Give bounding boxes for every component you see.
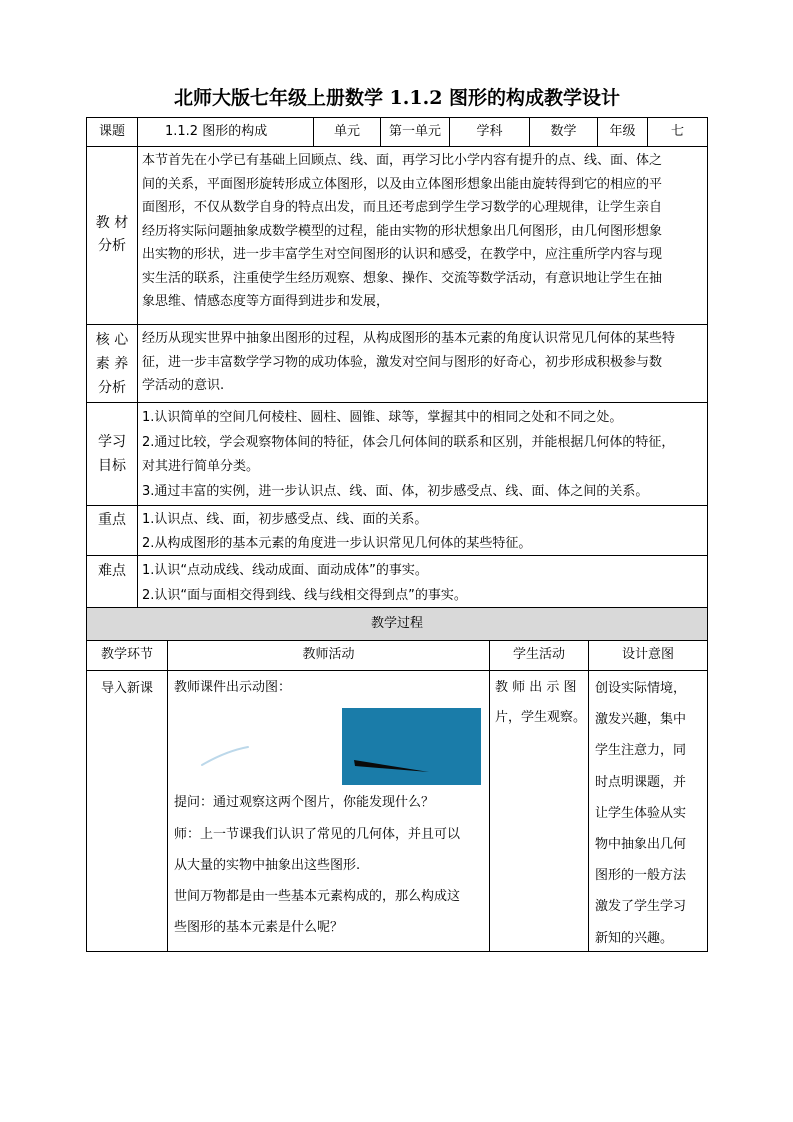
intent-line: 新知的兴趣。 (595, 930, 674, 946)
key-points-label: 重点 (98, 512, 126, 528)
design-intent (595, 673, 705, 954)
intent-line: 学生注意力，同 (595, 743, 687, 759)
material-line: 面图形，不仅从数学自身的特点出发，而且还考虑到学生学习数学的心理规律，让学生亲自 (142, 200, 663, 215)
core-line: 学活动的意识. (142, 378, 225, 393)
material-line: 本节首先在小学已有基础上回顾点、线、面，再学习比小学内容有提升的点、线、面、体之 (142, 153, 663, 168)
teacher-line: 从大量的实物中抽象出这些图形. (174, 858, 361, 873)
animated-line-image (190, 707, 320, 777)
subject-label: 学科 (476, 124, 503, 139)
intro-stage: 导入新课 (100, 681, 153, 696)
teacher-line: 师：上一节课我们认识了常见的几何体，并且可以 (174, 827, 461, 842)
material-line: 间的关系，平面图形旋转形成立体图形，以及由立体图形想象出能由旋转得到它的相应的平 (142, 176, 663, 192)
intent-line: 时点明课题，并 (595, 774, 687, 790)
col-student-header: 学生活动 (512, 647, 565, 662)
material-line: 出实物的形状，进一步丰富学生对空间图形的认识和感受，在教学中，应注重所学内容与现 (142, 247, 663, 262)
material-line: 实生活的联系，注重使学生经历观察、想象、操作、交流等数学活动，有意识地让学生在抽 (142, 270, 663, 286)
col-stage-header: 教学环节 (100, 647, 153, 662)
intent-line: 物中抽象出几何 (595, 837, 687, 853)
grade-label: 年级 (609, 124, 636, 139)
objective-item: 2.通过比较，学会观察物体间的特征，体会几何体间的联系和区别，并能根据几何体的特征， (142, 434, 675, 450)
objective-item: 3.通过丰富的实例，进一步认识点、线、面、体，初步感受点、线、面、体之间的关系。 (142, 483, 649, 499)
material-line: 象思维、情感态度等方面得到进步和发展， (142, 294, 390, 309)
teacher-line: 些图形的基本元素是什么呢？ (174, 920, 344, 935)
topic-value: 1.1.2 图形的构成 (165, 124, 268, 139)
objective-item: 1.认识简单的空间几何棱柱、圆柱、圆锥、球等，掌握其中的相同之处和不同之处。 (142, 410, 623, 425)
material-analysis-text (142, 149, 704, 314)
teacher-prompt: 教师课件出示动图： (174, 680, 292, 695)
grade-value: 七 (670, 124, 684, 139)
col-teacher-header: 教师活动 (302, 647, 355, 662)
intent-line: 激发兴趣，集中 (595, 712, 687, 728)
material-line: 经历将实际问题抽象成数学模型的过程，能由实物的形状想象出几何图形，由几何图形想象 (142, 223, 663, 239)
teacher-line: 世间万物都是由一些基本元素构成的，那么构成这 (174, 889, 461, 904)
unit-value: 第一单元 (388, 124, 441, 139)
objective-item: 对其进行简单分类。 (142, 459, 260, 474)
document-title: 北师大版七年级上册数学 1.1.2 图形的构成教学设计 (173, 87, 621, 109)
intent-line: 图形的一般方法 (595, 868, 687, 884)
difficulties-label: 难点 (98, 563, 126, 579)
difficulty-item: 1.认识“点动成线、线动成面、面动成体”的事实。 (142, 563, 428, 578)
topic-label: 课题 (98, 124, 125, 139)
key-point-item: 1.认识点、线、面，初步感受点、线、面的关系。 (142, 512, 428, 527)
key-points-text (142, 508, 704, 556)
core-line: 经历从现实世界中抽象出图形的过程，从构成图形的基本元素的角度认识常见几何体的某些特 (142, 331, 676, 346)
subject-value: 数学 (550, 124, 577, 139)
col-intent-header: 设计意图 (621, 647, 674, 662)
difficulties-text (142, 559, 704, 608)
student-activity: 教 师 出 示 图 片，学生观察。 (495, 680, 587, 725)
process-band-title: 教学过程 (370, 616, 423, 631)
intent-line: 创设实际情境， (595, 681, 687, 696)
core-literacy-text (142, 327, 704, 398)
core-literacy-label: 核 心 素 养 分析 (95, 332, 129, 396)
key-point-item: 2.从构成图形的基本元素的角度进一步认识常见几何体的某些特征。 (142, 536, 532, 551)
objectives-label: 学习 目标 (98, 434, 126, 474)
rotating-plane-image (342, 708, 481, 785)
difficulty-item: 2.认识“面与面相交得到线、线与线相交得到点”的事实。 (142, 587, 467, 603)
core-line: 征，进一步丰富数学学习物的成功体验，激发对空间与图形的好奇心，初步形成积极参与数 (142, 354, 663, 370)
blue-background (342, 708, 481, 785)
intent-line: 激发了学生学习 (595, 899, 687, 915)
teacher-question: 提问：通过观察这两个图片，你能发现什么？ (174, 795, 435, 810)
intent-line: 让学生体验从实 (595, 805, 687, 821)
objectives-text (142, 406, 706, 504)
unit-label: 单元 (333, 124, 360, 139)
material-analysis-label: 教 材 分析 (95, 215, 129, 254)
